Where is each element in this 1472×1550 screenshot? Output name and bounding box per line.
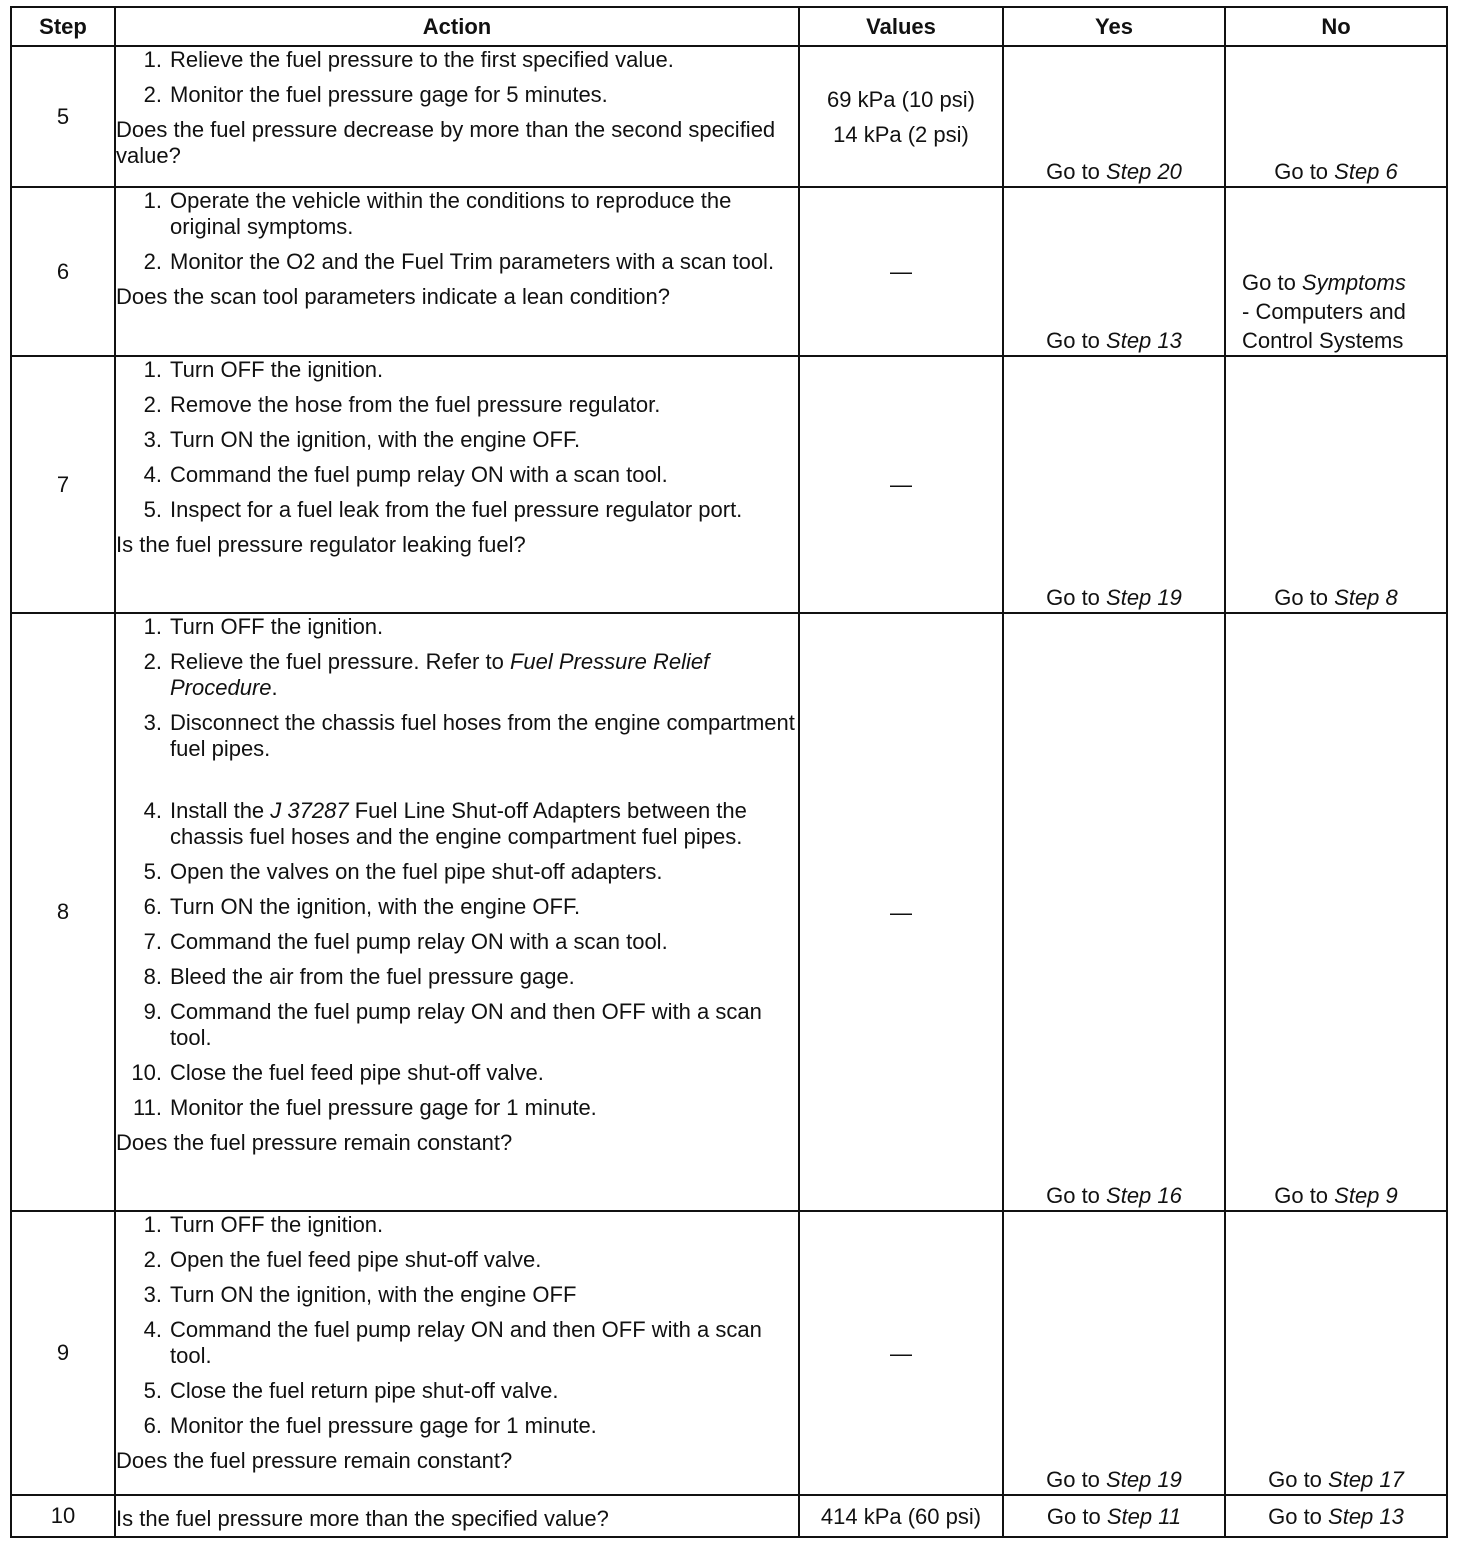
action-text: Turn OFF the ignition. <box>170 357 384 382</box>
table-row <box>11 613 1447 1211</box>
action-question: Does the fuel pressure remain constant? <box>116 1130 513 1155</box>
step-number: 7 <box>11 356 115 613</box>
action-number: 3. <box>143 710 162 735</box>
yes-cell <box>1003 1211 1225 1495</box>
action-text: Monitor the fuel pressure gage for 5 minutes. <box>170 82 608 107</box>
action-item <box>116 614 798 640</box>
action-number: 2. <box>143 1247 162 1272</box>
no-prefix: Go to <box>1268 1503 1329 1529</box>
no-prefix: Go to <box>1274 585 1335 610</box>
action-item <box>116 999 798 1051</box>
action-number: 2. <box>143 392 162 417</box>
action-number: 2. <box>143 249 162 274</box>
action-text: Disconnect the chassis fuel hoses from the engine compartment fuel pipes. <box>170 710 795 761</box>
yes-prefix: Go to <box>1046 585 1107 610</box>
action-item <box>116 1247 798 1273</box>
values-cell <box>799 613 1003 1211</box>
action-text: Bleed the air from the fuel pressure gage. <box>170 964 575 989</box>
step-number: 5 <box>11 46 115 187</box>
header-step: Step <box>11 7 115 46</box>
yes-cell <box>1003 187 1225 356</box>
step-number: 9 <box>11 1211 115 1495</box>
action-item <box>116 427 798 453</box>
value-text: — <box>890 1340 912 1366</box>
action-item <box>116 392 798 418</box>
values-cell <box>799 1495 1003 1537</box>
yes-step-reference: Step 13 <box>1106 328 1182 353</box>
action-item <box>116 47 798 73</box>
action-reference: Fuel Pressure Relief Procedure <box>170 649 710 700</box>
action-list <box>116 614 798 1121</box>
action-text: Remove the hose from the fuel pressure regulator. <box>170 392 661 417</box>
action-item <box>116 649 798 701</box>
action-cell <box>115 1211 799 1495</box>
action-text: Monitor the fuel pressure gage for 1 minute. <box>170 1095 597 1120</box>
action-question: Does the fuel pressure decrease by more than the second specified value? <box>116 117 776 168</box>
no-prefix: Go to <box>1242 270 1302 295</box>
action-text: Install the <box>170 798 271 823</box>
action-number: 5. <box>143 1378 162 1403</box>
no-cell <box>1225 46 1447 187</box>
action-number: 7. <box>143 929 162 954</box>
action-question: Is the fuel pressure more than the specified value? <box>116 1506 609 1531</box>
action-number: 6. <box>143 1413 162 1438</box>
no-step-reference: Step 13 <box>1328 1503 1404 1529</box>
action-cell <box>115 613 799 1211</box>
header-no: No <box>1225 7 1447 46</box>
action-item <box>116 82 798 108</box>
action-text: Operate the vehicle within the conditions to reproduce the original symptoms. <box>170 188 732 239</box>
value-text: 14 kPa (2 psi) <box>833 121 969 147</box>
action-text: Turn OFF the ignition. <box>170 1212 384 1237</box>
yes-cell <box>1003 613 1225 1211</box>
action-item <box>116 249 798 275</box>
action-list <box>116 188 798 275</box>
action-number: 11. <box>133 1095 162 1120</box>
action-question: Does the scan tool parameters indicate a lean condition? <box>116 284 671 309</box>
action-text: Relieve the fuel pressure to the first specified value. <box>170 47 674 72</box>
action-text: Command the fuel pump relay ON and then OFF with a scan tool. <box>170 999 762 1050</box>
step-number: 6 <box>11 187 115 356</box>
action-text: Monitor the fuel pressure gage for 1 minute. <box>170 1413 597 1438</box>
table-row <box>11 1211 1447 1495</box>
no-reference-continuation: - Computers and Control Systems <box>1242 299 1406 353</box>
yes-prefix: Go to <box>1046 1183 1107 1208</box>
action-item <box>116 1413 798 1439</box>
value-text: 414 kPa (60 psi) <box>820 1503 982 1529</box>
action-number: 1. <box>143 47 162 72</box>
action-text: Inspect for a fuel leak from the fuel pressure regulator port. <box>170 497 743 522</box>
action-number: 2. <box>143 649 162 674</box>
value-text: 69 kPa (10 psi) <box>827 86 975 112</box>
action-item <box>116 964 798 990</box>
no-cell <box>1225 613 1447 1211</box>
no-step-reference: Step 8 <box>1334 585 1398 610</box>
values-cell <box>799 187 1003 356</box>
action-number: 6. <box>143 894 162 919</box>
header-yes: Yes <box>1003 7 1225 46</box>
action-text: Close the fuel feed pipe shut-off valve. <box>170 1060 544 1085</box>
no-cell <box>1225 1211 1447 1495</box>
action-number: 1. <box>143 1212 162 1237</box>
no-step-reference: Step 6 <box>1334 159 1398 184</box>
action-list <box>116 47 798 108</box>
action-number: 1. <box>143 357 162 382</box>
step-number: 8 <box>11 613 115 1211</box>
action-list <box>116 1212 798 1439</box>
action-item <box>116 1378 798 1404</box>
yes-prefix: Go to <box>1046 1503 1107 1529</box>
action-number: 9. <box>143 999 162 1024</box>
header-row <box>11 7 1447 46</box>
table-row <box>11 46 1447 187</box>
yes-step-reference: Step 11 <box>1106 1503 1182 1529</box>
no-cell <box>1225 356 1447 613</box>
table-row <box>11 187 1447 356</box>
yes-step-reference: Step 19 <box>1106 1467 1182 1492</box>
action-text: Turn ON the ignition, with the engine OFF. <box>170 894 581 919</box>
action-cell <box>115 356 799 613</box>
values-cell <box>799 46 1003 187</box>
no-prefix: Go to <box>1268 1467 1329 1492</box>
action-text: Turn ON the ignition, with the engine OFF. <box>170 427 581 452</box>
no-step-reference: Step 9 <box>1334 1183 1398 1208</box>
yes-step-reference: Step 20 <box>1106 159 1182 184</box>
action-text: Close the fuel return pipe shut-off valve. <box>170 1378 559 1403</box>
action-item <box>116 710 798 762</box>
action-number: 5. <box>143 497 162 522</box>
no-prefix: Go to <box>1274 159 1335 184</box>
action-item <box>116 798 798 850</box>
yes-prefix: Go to <box>1046 328 1107 353</box>
action-reference: J 37287 <box>270 798 349 823</box>
action-number: 4. <box>143 798 162 823</box>
action-number: 5. <box>143 859 162 884</box>
action-cell <box>115 46 799 187</box>
value-text: — <box>890 899 912 925</box>
action-number: 10. <box>131 1060 162 1085</box>
yes-cell <box>1003 1495 1225 1537</box>
action-text-tail: Fuel Line Shut-off Adapters between the chassis fuel hoses and the engine compartment fuel pipes. <box>170 798 747 849</box>
yes-prefix: Go to <box>1046 159 1107 184</box>
action-item <box>116 188 798 240</box>
action-item <box>116 357 798 383</box>
values-cell <box>799 1211 1003 1495</box>
action-item <box>116 929 798 955</box>
no-cell <box>1225 1495 1447 1537</box>
yes-cell <box>1003 356 1225 613</box>
action-text: Open the fuel feed pipe shut-off valve. <box>170 1247 542 1272</box>
header-values: Values <box>799 7 1003 46</box>
action-text-tail: . <box>271 675 278 700</box>
action-text: Monitor the O2 and the Fuel Trim parameters with a scan tool. <box>170 249 775 274</box>
value-text: — <box>890 259 912 284</box>
action-question: Does the fuel pressure remain constant? <box>116 1448 513 1473</box>
yes-step-reference: Step 19 <box>1106 585 1182 610</box>
header-action: Action <box>115 7 799 46</box>
action-text: Open the valves on the fuel pipe shut-off adapters. <box>170 859 663 884</box>
value-text: — <box>890 472 912 497</box>
yes-step-reference: Step 16 <box>1106 1183 1182 1208</box>
action-text: Turn OFF the ignition. <box>170 614 384 639</box>
action-item <box>116 497 798 523</box>
table-row <box>11 1495 1447 1537</box>
action-number: 1. <box>143 614 162 639</box>
action-question: Is the fuel pressure regulator leaking fuel? <box>116 532 526 557</box>
diagnostic-table <box>10 6 1448 1538</box>
action-number: 1. <box>143 188 162 213</box>
yes-prefix: Go to <box>1046 1467 1107 1492</box>
action-item <box>116 1212 798 1238</box>
step-number: 10 <box>11 1495 115 1537</box>
action-text: Command the fuel pump relay ON and then OFF with a scan tool. <box>170 1317 762 1368</box>
action-text: Command the fuel pump relay ON with a scan tool. <box>170 929 668 954</box>
action-number: 3. <box>143 1282 162 1307</box>
table-row <box>11 356 1447 613</box>
no-step-reference: Step 17 <box>1328 1467 1404 1492</box>
action-text: Command the fuel pump relay ON with a scan tool. <box>170 462 668 487</box>
action-number: 3. <box>143 427 162 452</box>
action-item <box>116 462 798 488</box>
yes-cell <box>1003 46 1225 187</box>
action-item <box>116 1095 798 1121</box>
action-list <box>116 357 798 523</box>
action-cell <box>115 1495 799 1537</box>
action-item <box>116 859 798 885</box>
no-step-reference: Symptoms <box>1301 270 1406 295</box>
action-item <box>116 1282 798 1308</box>
action-number: 8. <box>143 964 162 989</box>
action-number: 2. <box>143 82 162 107</box>
action-number: 4. <box>143 462 162 487</box>
action-item <box>116 1317 798 1369</box>
values-cell <box>799 356 1003 613</box>
no-prefix: Go to <box>1274 1183 1335 1208</box>
action-text: Relieve the fuel pressure. Refer to <box>170 649 510 674</box>
action-cell <box>115 187 799 356</box>
action-item <box>116 894 798 920</box>
action-text: Turn ON the ignition, with the engine OFF <box>170 1282 577 1307</box>
action-number: 4. <box>143 1317 162 1342</box>
no-cell <box>1225 187 1447 356</box>
action-item <box>116 1060 798 1086</box>
